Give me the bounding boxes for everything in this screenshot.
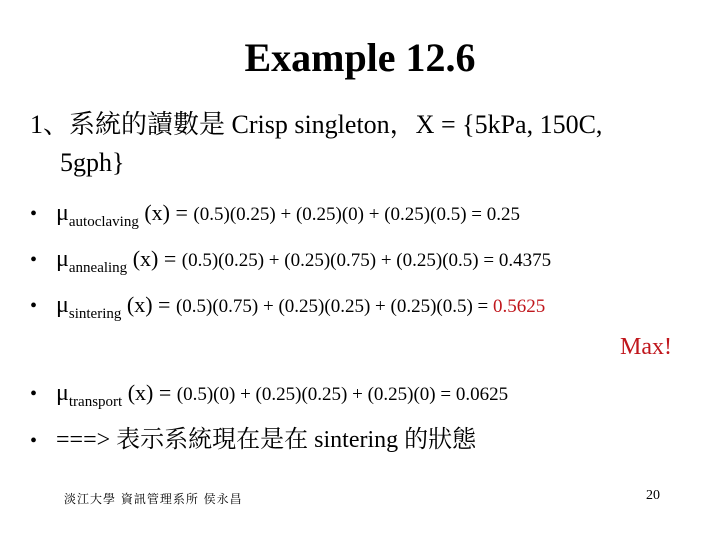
page-number: 20 <box>646 488 660 503</box>
membership-subscript: transport <box>68 394 123 410</box>
max-label: Max! <box>620 334 672 360</box>
membership-expression: (0.5)(0.25) + (0.25)(0) + (0.25)(0.5) = <box>193 204 487 225</box>
membership-result-highlight: 0.5625 <box>493 296 546 317</box>
conclusion-line <box>30 424 476 457</box>
bullet-dot: • <box>30 295 38 317</box>
membership-subscript: autoclaving <box>68 214 139 230</box>
bullet-sintering <box>30 290 545 323</box>
membership-expression: (0.5)(0.75) + (0.25)(0.25) + (0.25)(0.5) = <box>175 296 494 317</box>
intro-line-1: 1、系統的讀數是 Crisp singleton，X = {5kPa, 150C, <box>30 110 603 139</box>
membership-result: 0.0625 <box>455 384 509 405</box>
intro-line-2: 5gph} <box>60 148 125 177</box>
bullet-dot: • <box>30 383 38 405</box>
intro-text <box>30 106 690 182</box>
footer-affiliation: 淡江大學 資訊管理系所 侯永昌 <box>64 492 243 506</box>
mu-symbol: μ <box>56 292 69 318</box>
bullet-autoclaving <box>30 198 520 231</box>
membership-expression: (0.5)(0.25) + (0.25)(0.75) + (0.25)(0.5) = <box>181 250 499 271</box>
membership-arg: (x) = <box>132 246 182 271</box>
bullet-transport <box>30 378 508 411</box>
bullet-dot: • <box>30 249 38 271</box>
membership-arg: (x) = <box>144 200 194 225</box>
membership-subscript: sintering <box>68 306 122 322</box>
mu-symbol: μ <box>56 246 69 272</box>
membership-arg: (x) = <box>127 380 177 405</box>
membership-expression: (0.5)(0) + (0.25)(0.25) + (0.25)(0) = <box>176 384 456 405</box>
bullet-dot: • <box>30 430 38 452</box>
mu-symbol: μ <box>56 380 69 406</box>
membership-result: 0.4375 <box>498 250 552 271</box>
conclusion-text: ===> 表示系統現在是在 sintering 的狀態 <box>56 427 477 453</box>
membership-subscript: annealing <box>68 260 128 276</box>
membership-arg: (x) = <box>126 292 176 317</box>
bullet-dot: • <box>30 203 38 225</box>
slide-title: Example 12.6 <box>244 35 476 80</box>
bullet-annealing <box>30 244 551 277</box>
membership-result: 0.25 <box>486 204 520 225</box>
mu-symbol: μ <box>56 200 69 226</box>
